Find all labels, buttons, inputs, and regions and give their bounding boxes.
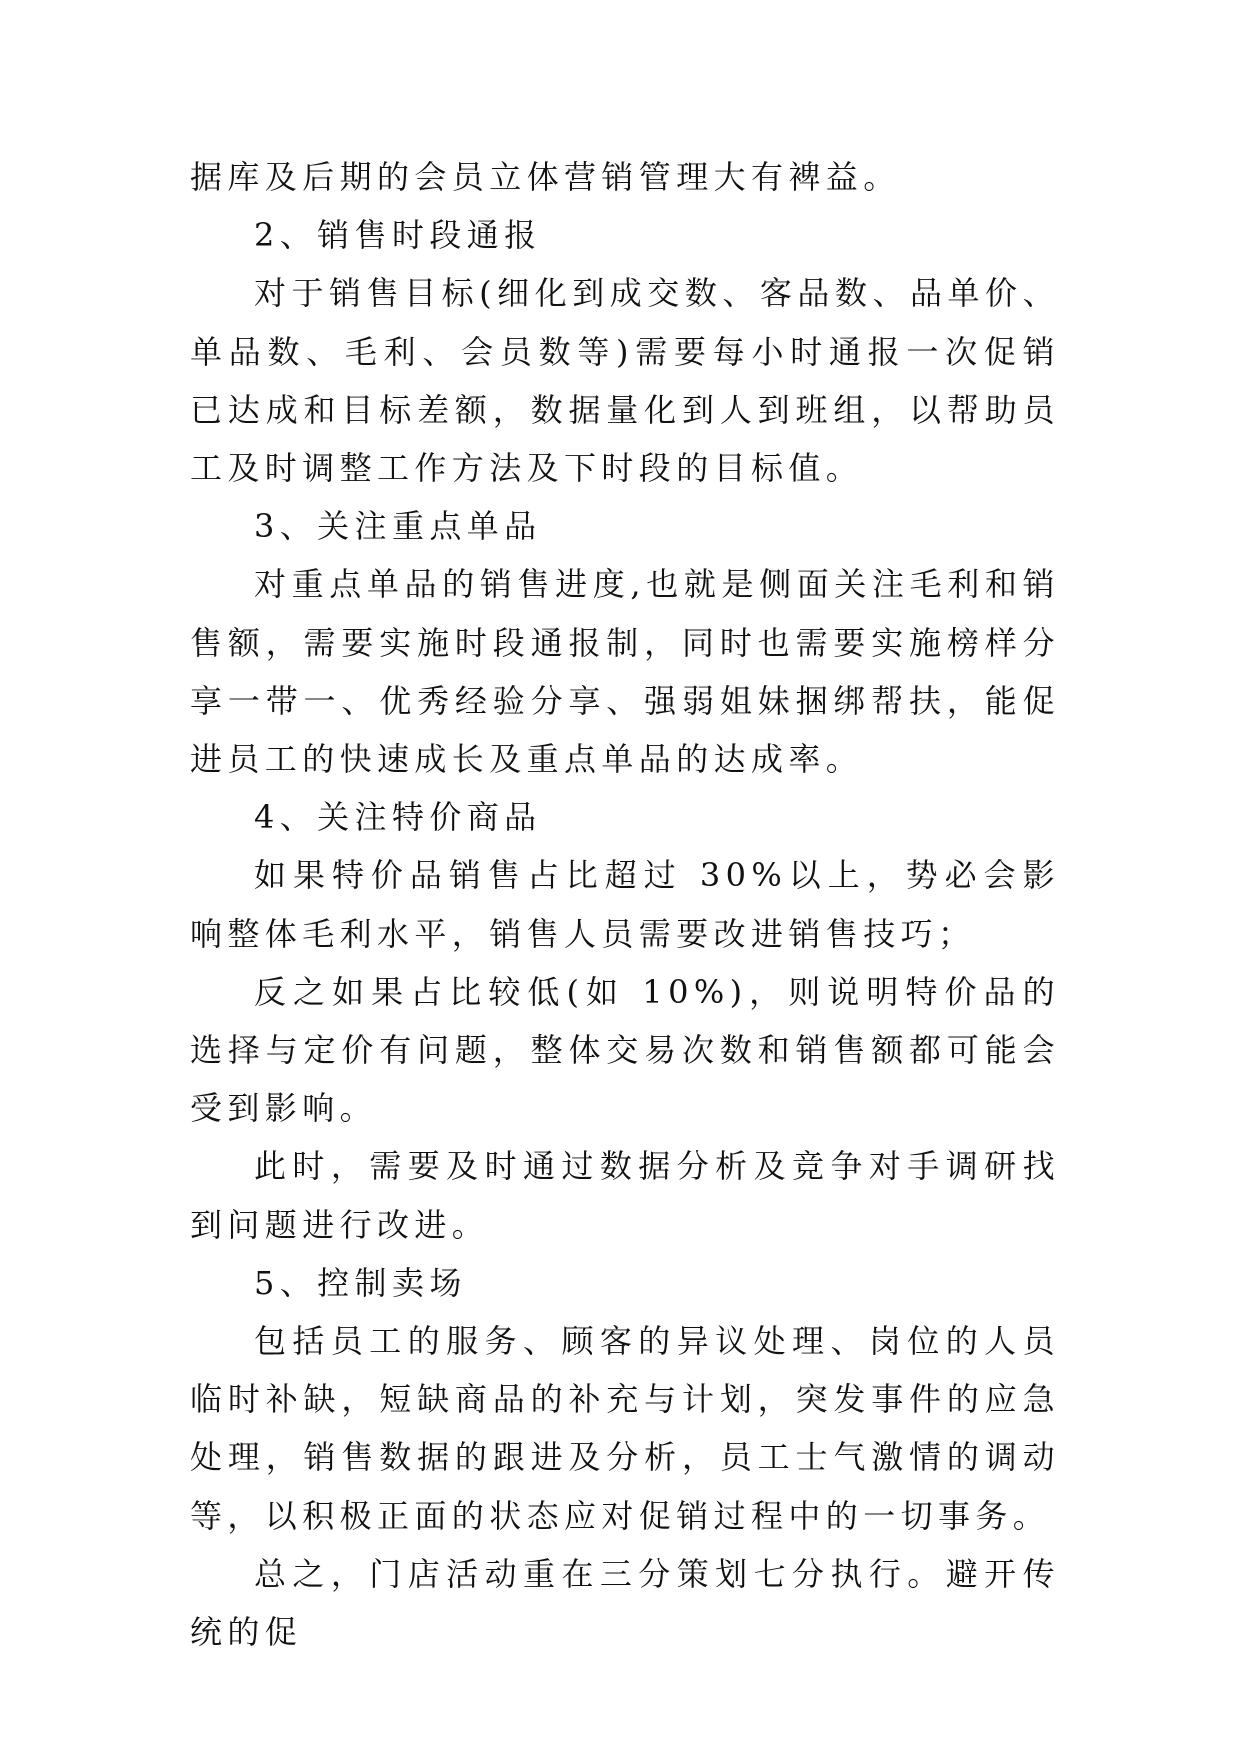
paragraph-analysis: 此时，需要及时通过数据分析及竞争对手调研找到问题进行改进。: [190, 1147, 1060, 1244]
heading-special-price-items: 4、关注特价商品: [254, 798, 542, 837]
heading-control-floor: 5、控制卖场: [254, 1263, 467, 1302]
document-page: [190, 148, 1060, 1661]
paragraph-special-price-low: 反之如果占比较低(如 10%)，则说明特价品的选择与定价有问题，整体交易次数和销售额都可能会受到影响。: [190, 972, 1060, 1128]
paragraph-control-floor: 包括员工的服务、顾客的异议处理、岗位的人员临时补缺，短缺商品的补充与计划，突发事件的应急处理，销售数据的跟进及分析，员工士气激情的调动等，以积极正面的状态应对促销过程中的一切事务。: [190, 1322, 1060, 1535]
heading-sales-period-report: 2、销售时段通报: [254, 216, 542, 255]
paragraph-continuation: 据库及后期的会员立体营销管理大有裨益。: [190, 158, 901, 196]
paragraph-sales-targets: 对于销售目标(细化到成交数、客品数、品单价、单品数、毛利、会员数等)需要每小时通报一次促销已达成和目标差额，数据量化到人到班组，以帮助员工及时调整工作方法及下时段的目标值。: [190, 274, 1060, 488]
paragraph-special-price-high: 如果特价品销售占比超过 30%以上，势必会影响整体毛利水平，销售人员需要改进销售技巧；: [190, 856, 1060, 953]
paragraph-conclusion: 总之，门店活动重在三分策划七分执行。避开传统的促: [190, 1554, 1060, 1652]
heading-key-items: 3、关注重点单品: [254, 507, 542, 546]
paragraph-key-items: 对重点单品的销售进度,也就是侧面关注毛利和销售额，需要实施时段通报制，同时也需要实施榜样分享一带一、优秀经验分享、强弱姐妹捆绑帮扶，能促进员工的快速成长及重点单品的达成率。: [190, 565, 1060, 779]
